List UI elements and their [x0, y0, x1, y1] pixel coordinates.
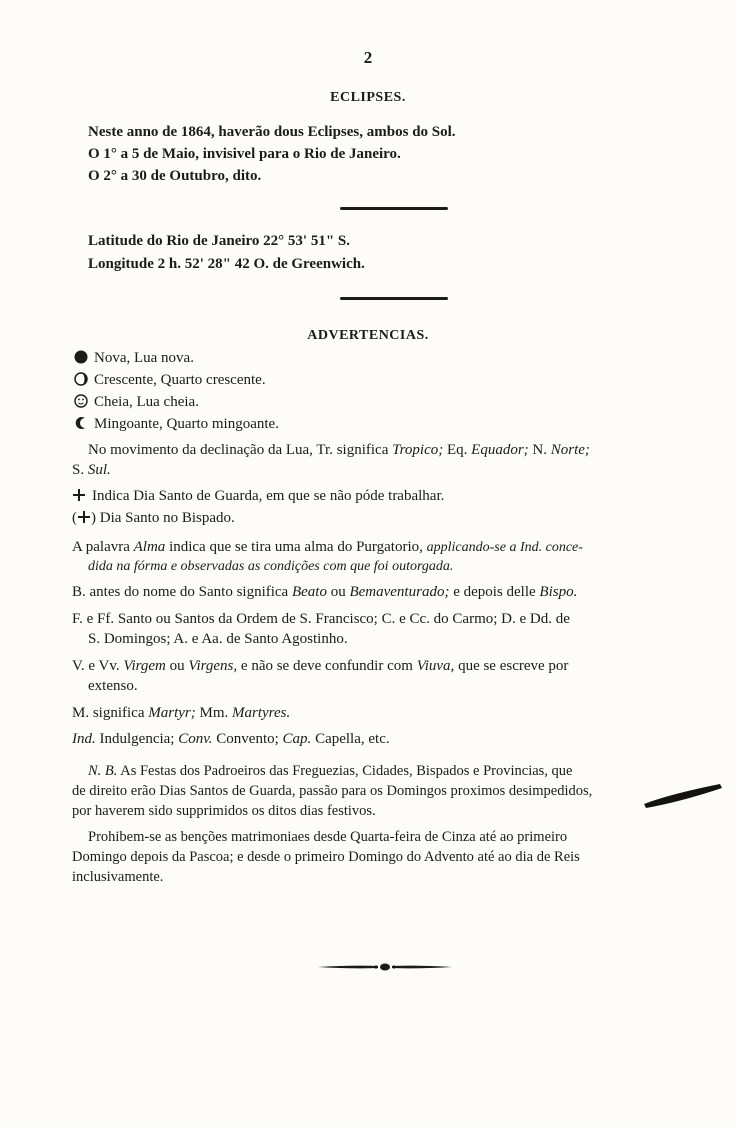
text: As Festas dos Padroeiros das Freguezias, Cidades, Bispados e Provincias, que — [117, 763, 573, 779]
text-italic: Equador; — [471, 442, 529, 458]
text: S. — [72, 462, 88, 478]
text-italic: Norte; — [550, 442, 590, 458]
text-italic: Virgens, — [188, 658, 238, 674]
latitude-line: Latitude do Rio de Janeiro 22° 53' 51" S. — [88, 233, 350, 249]
text-italic: Bemaventurado; — [349, 584, 450, 600]
text: M. significa — [72, 705, 149, 721]
dia-santo-bispado-line — [72, 508, 235, 528]
waning-moon-icon — [74, 416, 88, 430]
prohibem-line-3: inclusivamente. — [72, 869, 164, 885]
indulgencia-line — [72, 729, 390, 749]
eclipses-line-2: O 1° a 5 de Maio, invisivel para o Rio de Janeiro. — [88, 146, 401, 162]
text-italic: Virgem — [123, 658, 166, 674]
text: e não se deve confundir com — [237, 658, 417, 674]
nb-line-3: por haverem sido supprimidos os ditos dias festivos. — [72, 803, 376, 819]
text: Capella, etc. — [311, 731, 390, 747]
declinacao-line-1 — [88, 440, 590, 460]
prohibem-line-2: Domingo depois da Pascoa; e desde o primeiro Domingo do Advento até ao dia de Reis — [72, 849, 580, 865]
text: ou — [326, 584, 350, 600]
page-number: 2 — [363, 48, 373, 67]
text-italic: Tropico; — [392, 442, 444, 458]
section-divider — [340, 207, 448, 210]
dia-santo-guarda-line — [72, 486, 444, 506]
longitude-line: Longitude 2 h. 52' 28" 42 O. de Greenwich. — [88, 256, 365, 272]
section-divider — [340, 297, 448, 300]
phase-label: Crescente, Quarto crescente. — [94, 372, 266, 388]
text-italic: Martyres. — [232, 705, 291, 721]
text: Indulgencia; — [95, 731, 179, 747]
text: ou — [165, 658, 189, 674]
text-italic: Alma — [133, 539, 166, 555]
eclipses-heading: ECLIPSES. — [330, 90, 406, 105]
phase-full-moon — [74, 392, 199, 412]
beato-line — [72, 582, 577, 602]
ink-smudge — [640, 782, 724, 810]
cross-icon — [72, 488, 86, 502]
phase-label: Nova, Lua nova. — [94, 350, 194, 366]
cross-icon — [77, 510, 91, 524]
text-italic: Viuva, — [416, 658, 455, 674]
declinacao-line-2 — [72, 460, 111, 480]
text: indica que se tira uma alma do Purgatorio, — [165, 539, 427, 555]
virgem-line-1 — [72, 656, 568, 676]
crescent-moon-icon — [74, 372, 88, 386]
text: Eq. — [443, 442, 472, 458]
ordens-line-1: F. e Ff. Santo ou Santos da Ordem de S. Francisco; C. e Cc. do Carmo; D. e Dd. de — [72, 611, 570, 627]
alma-line-1 — [72, 537, 583, 558]
text: A palavra — [72, 539, 134, 555]
phase-crescent — [74, 370, 266, 390]
text: Dia Santo no Bispado. — [99, 510, 235, 526]
text: B. antes do nome do Santo significa — [72, 584, 292, 600]
text-italic: Cap. — [282, 731, 312, 747]
paren-open: ( — [72, 510, 77, 526]
text-italic: Conv. — [178, 731, 213, 747]
ornamental-divider — [316, 961, 454, 973]
advertencias-heading: ADVERTENCIAS. — [307, 328, 429, 343]
full-moon-icon — [74, 394, 88, 408]
text: V. e Vv. — [72, 658, 124, 674]
text: Mm. — [195, 705, 233, 721]
text-italic: applicando-se a Ind. conce- — [426, 540, 583, 555]
prohibem-line-1: Prohibem-se as benções matrimoniaes desde Quarta-feira de Cinza até ao primeiro — [88, 829, 568, 845]
phase-new-moon — [74, 348, 194, 368]
text: N. — [528, 442, 551, 458]
text-italic: Ind. — [72, 731, 96, 747]
text: Convento; — [212, 731, 283, 747]
text-italic: Bispo. — [539, 584, 578, 600]
paren-close: ) — [91, 510, 96, 526]
martyr-line — [72, 703, 290, 723]
text-italic: Beato — [291, 584, 327, 600]
eclipses-line-1: Neste anno de 1864, haverão dous Eclipses, ambos do Sol. — [88, 124, 456, 140]
new-moon-icon — [74, 350, 88, 364]
eclipses-line-3: O 2° a 30 de Outubro, dito. — [88, 168, 262, 184]
phase-label: Cheia, Lua cheia. — [94, 394, 199, 410]
nb-line-1 — [88, 761, 573, 781]
text-italic: Sul. — [87, 462, 111, 478]
phase-waning — [74, 414, 279, 434]
text-italic: Martyr; — [148, 705, 196, 721]
text: No movimento da declinação da Lua, Tr. significa — [88, 442, 393, 458]
nb-line-2: de direito erão Dias Santos de Guarda, passão para os Domingos proximos desimpedidos, — [72, 783, 593, 799]
ordens-line-2: S. Domingos; A. e Aa. de Santo Agostinho. — [88, 631, 348, 647]
nb-label: N. B. — [88, 763, 118, 779]
text: que se escreve por — [454, 658, 569, 674]
virgem-line-2: extenso. — [88, 678, 138, 694]
text: Indica Dia Santo de Guarda, em que se não póde trabalhar. — [92, 488, 445, 504]
text: e depois delle — [449, 584, 540, 600]
phase-label: Mingoante, Quarto mingoante. — [94, 416, 279, 432]
alma-line-2: dida na fórma e observadas as condições com que foi outorgada. — [88, 559, 454, 574]
